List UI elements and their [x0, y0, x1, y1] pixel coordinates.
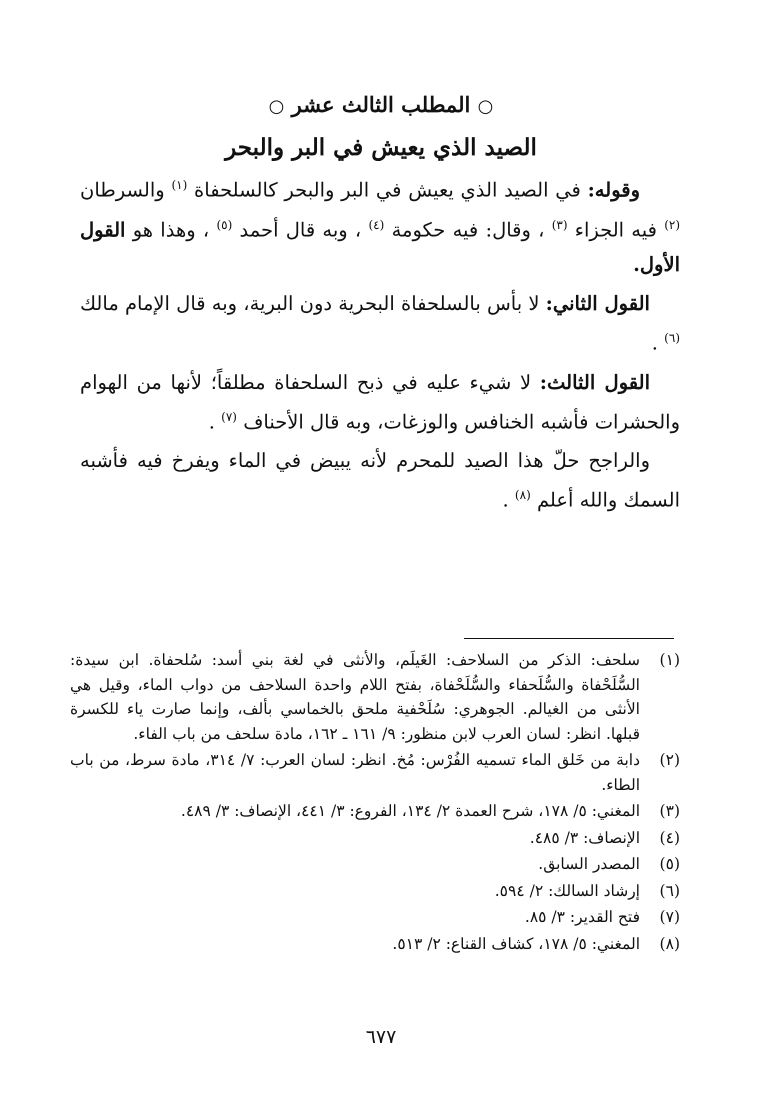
footnote-ref-2: (٢) [664, 217, 681, 232]
footnote-text: المغني: ٥/ ١٧٨، شرح العمدة ٢/ ١٣٤، الفروع: ٣/ ٤٤١، الإنصاف: ٣/ ٤٨٩. [180, 802, 640, 820]
body-text [80, 168, 680, 522]
footnote-ref-5: (٥) [216, 217, 233, 232]
footnote [70, 905, 680, 930]
ring-ornament-right: ○ [477, 96, 494, 117]
page-number: ٦٧٧ [365, 1026, 397, 1048]
footnote-number: (١) [659, 651, 680, 669]
footnote-ref-4: (٤) [368, 217, 385, 232]
footnote-text: فتح القدير: ٣/ ٨٥. [524, 908, 640, 926]
section-title-text: المطلب الثالث عشر [291, 92, 471, 117]
footnote-divider [464, 638, 674, 639]
footnote [70, 648, 680, 746]
text-run: لا بأس بالسلحفاة البحرية دون البرية، وبه قال الإمام مالك [80, 292, 540, 315]
text-run: والراجح حلّ هذا الصيد للمحرم لأنه يبيض في الماء ويفرخ فيه فأشبه السمك والله أعلم [80, 449, 680, 512]
paragraph-4 [80, 443, 680, 518]
text-run: في الصيد الذي يعيش في البر والبحر كالسلحفاة [194, 178, 581, 202]
footnotes [70, 648, 680, 958]
footnote-number: (٧) [659, 908, 680, 926]
footnote-ref-1: (١) [171, 178, 188, 192]
paragraph-3 [80, 365, 680, 440]
text-run: والسرطان [80, 178, 165, 202]
footnote-text: إرشاد السالك: ٢/ ٥٩٤. [494, 881, 640, 900]
footnote-text: دابة من خَلق الماء تسميه الفُرْس: مُخ. انظر: لسان العرب: ٧/ ٣١٤، مادة سرط، من باب الطاء. [70, 751, 640, 794]
ring-ornament-left: ○ [268, 96, 285, 117]
text-run: ، وهذا هو [125, 218, 210, 241]
footnote [70, 852, 680, 877]
text-run: . [502, 488, 509, 512]
section-title [0, 92, 762, 117]
footnote-number: (٢) [659, 751, 680, 769]
footnote-number: (٦) [659, 881, 680, 900]
text-run: . [651, 331, 658, 355]
paragraph-2-lead: القول الثاني: [545, 292, 650, 315]
footnote-text: المغني: ٥/ ١٧٨، كشاف القناع: ٢/ ٥١٣. [392, 934, 640, 953]
footnote [70, 879, 680, 904]
paragraph-2 [80, 286, 680, 361]
footnote [70, 826, 680, 851]
text-run: . [208, 410, 215, 433]
footnote [70, 799, 680, 824]
footnote-text: سلحف: الذكر من السلاحف: الغَيلَم، والأنثى في لغة بني أسد: سُلحفاة. ابن سيدة: السُّلَحْفاة والسُّلَحفاء والسُّلَحْفاة، بفتح اللام واحدة السلاحف من دواب الماء، وقيل هي الأنثى من الغيالم. الجوهري: سُلَحْفية ملحق بالخماسي بألف، وإنما صارت ياء للكسرة قبلها. انظر: لسان العرب لابن منظور: ٩/ ١٦١ ـ ١٦٢، مادة سلحف من باب الفاء. [70, 651, 640, 743]
footnote-text: المصدر السابق. [538, 855, 640, 873]
text-run: ، وبه قال أحمد [239, 218, 362, 241]
paragraph-1 [80, 168, 680, 282]
page-heading: الصيد الذي يعيش في البر والبحر [225, 134, 537, 161]
text-run: فيه الجزاء [574, 218, 657, 241]
paragraph-3-lead: القول الثالث: [539, 370, 650, 394]
footnote-number: (٨) [659, 934, 680, 953]
text-run: ، وقال: فيه حكومة [391, 218, 545, 241]
paragraph-1-lead: وقوله: [587, 178, 641, 202]
footnote [70, 932, 680, 957]
footnote [70, 748, 680, 797]
footnote-ref-3: (٣) [551, 217, 568, 232]
text-run: لا شيء عليه في ذبح السلحفاة مطلقاً؛ لأنها من الهوام والحشرات فأشبه الخنافس والوزغات، وبه قال الأحناف [80, 370, 680, 433]
footnote-number: (٤) [659, 828, 680, 847]
footnote-number: (٥) [659, 855, 680, 873]
footnote-ref-6: (٦) [664, 331, 680, 345]
footnote-number: (٣) [659, 802, 680, 820]
footnote-ref-8: (٨) [514, 488, 531, 502]
footnote-text: الإنصاف: ٣/ ٤٨٥. [529, 828, 640, 847]
footnote-ref-7: (٧) [221, 409, 237, 424]
paragraph-1-closing: القول الأول. [80, 218, 680, 276]
